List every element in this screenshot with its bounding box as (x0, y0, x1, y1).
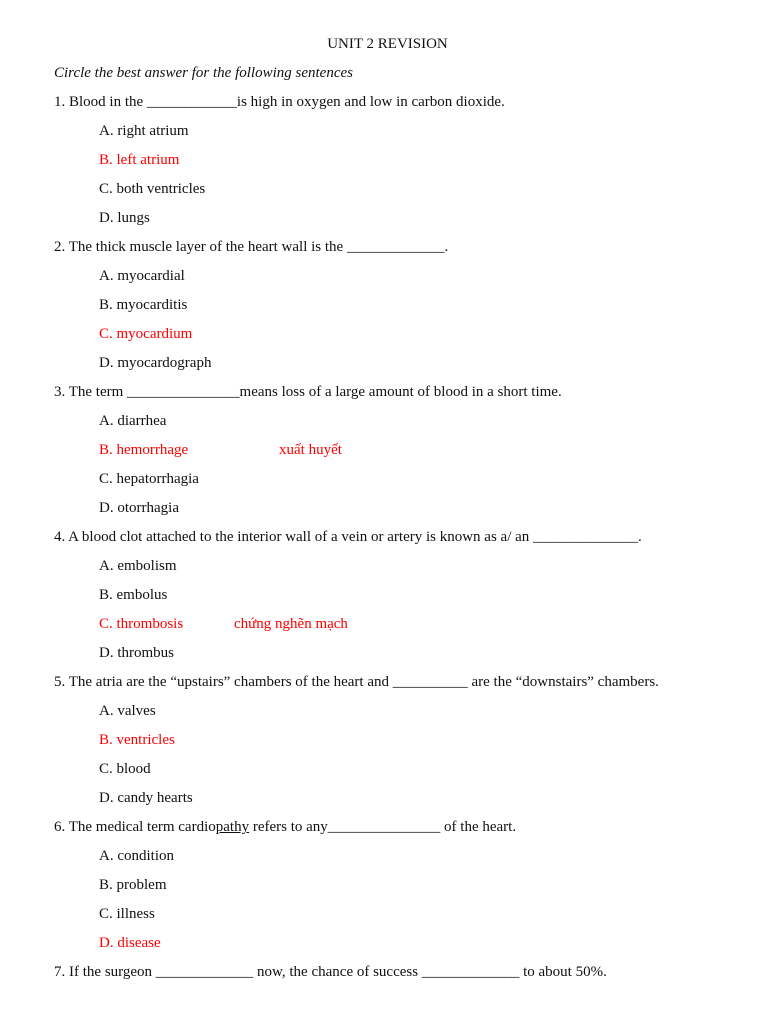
q1-option-b-answer: B. left atrium (99, 152, 180, 168)
q6-option-c: C. illness (99, 906, 155, 922)
q1-option-c: C. both ventricles (99, 181, 206, 197)
q2-option-b: B. myocarditis (99, 297, 188, 313)
question-1: 1. Blood in the ____________is high in oxygen and low in carbon dioxide. (54, 94, 505, 110)
q6-text-end: refers to any_______________ of the heart. (249, 819, 517, 835)
q2-option-c-answer: C. myocardium (99, 326, 193, 342)
question-4: 4. A blood clot attached to the interior wall of a vein or artery is known as a/ an ______________. (54, 529, 642, 545)
q4-translation-note: chứng nghẽn mạch (234, 616, 348, 632)
q6-text-start: 6. The medical term cardio (54, 819, 216, 835)
q1-option-a: A. right atrium (99, 123, 189, 139)
q6-option-d-answer: D. disease (99, 935, 161, 951)
q2-option-d: D. myocardograph (99, 355, 212, 371)
question-7: 7. If the surgeon _____________ now, the chance of success _____________ to about 50%. (54, 964, 607, 980)
q6-option-b: B. problem (99, 877, 167, 893)
q1-option-d: D. lungs (99, 210, 150, 226)
question-3: 3. The term _______________means loss of a large amount of blood in a short time. (54, 384, 562, 400)
q2-option-a: A. myocardial (99, 268, 185, 284)
q3-option-a: A. diarrhea (99, 413, 167, 429)
q3-option-b-answer: B. hemorrhage (99, 442, 189, 458)
q5-option-b-answer: B. ventricles (99, 732, 175, 748)
q4-option-a: A. embolism (99, 558, 177, 574)
q5-option-a: A. valves (99, 703, 156, 719)
page-title: UNIT 2 REVISION (327, 36, 448, 52)
question-5: 5. The atria are the “upstairs” chambers of the heart and __________ are the “downstairs” chambers. (54, 674, 659, 690)
question-6 (54, 819, 516, 836)
q4-option-d: D. thrombus (99, 645, 174, 661)
instructions: Circle the best answer for the following sentences (54, 65, 353, 81)
q5-option-d: D. candy hearts (99, 790, 193, 806)
q3-option-d: D. otorrhagia (99, 500, 179, 516)
q4-option-b: B. embolus (99, 587, 168, 603)
q3-option-c: C. hepatorrhagia (99, 471, 199, 487)
question-2: 2. The thick muscle layer of the heart wall is the _____________. (54, 239, 449, 255)
q5-option-c: C. blood (99, 761, 151, 777)
q4-option-c-answer: C. thrombosis (99, 616, 184, 632)
q6-underlined-suffix: pathy (215, 819, 250, 835)
q6-option-a: A. condition (99, 848, 174, 864)
q3-translation-note: xuất huyết (279, 442, 342, 458)
